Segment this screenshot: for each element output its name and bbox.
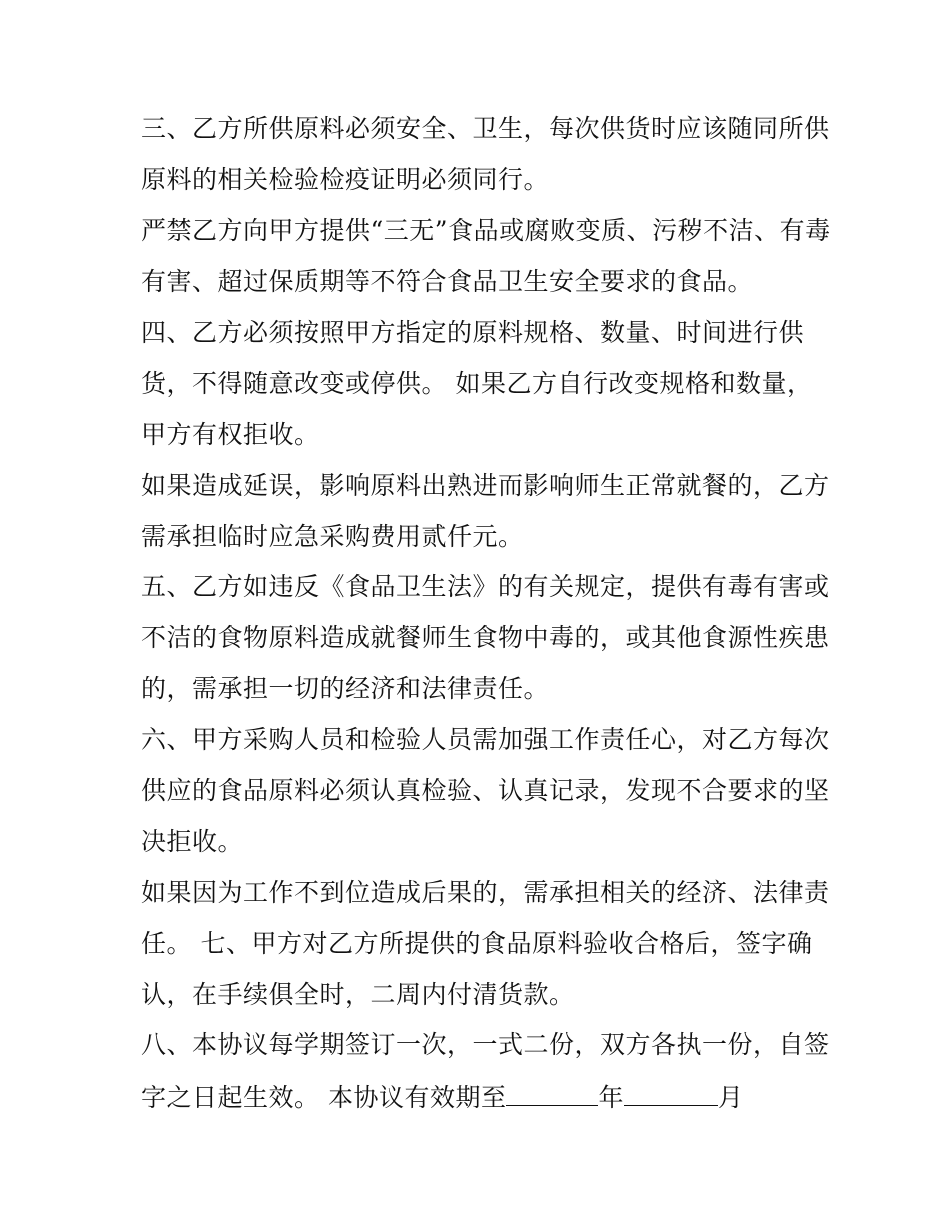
- month-blank-field: [624, 1081, 718, 1106]
- text-line: 四、乙方必须按照甲方指定的原料规格、数量、时间进行供: [141, 318, 805, 347]
- text-line: 不洁的食物原料造成就餐师生食物中毒的，或其他食源性疾患: [141, 623, 830, 652]
- year-blank-field: [506, 1081, 598, 1106]
- text-line: 认，在手续俱全时，二周内付清货款。: [141, 980, 575, 1009]
- text-line: 货，不得随意改变或停供。 如果乙方自行改变规格和数量，: [141, 369, 813, 398]
- month-label: 月: [717, 1083, 744, 1112]
- text-line: 任。 七、甲方对乙方所提供的食品原料验收合格后，签字确: [141, 929, 813, 958]
- text-line: 需承担临时应急采购费用贰仟元。: [141, 522, 524, 551]
- text-line: 有害、超过保质期等不符合食品卫生安全要求的食品。: [141, 267, 754, 296]
- text-line: 决拒收。: [141, 827, 244, 856]
- text-line: 六、甲方采购人员和检验人员需加强工作责任心，对乙方每次: [141, 725, 830, 754]
- text-line: 原料的相关检验检疫证明必须同行。: [141, 165, 550, 194]
- text-line-with-blanks: [141, 1081, 743, 1113]
- validity-prefix: 字之日起生效。 本协议有效期至: [141, 1083, 507, 1112]
- text-line: 严禁乙方向甲方提供“三无”食品或腐败变质、污秽不洁、有毒: [141, 216, 831, 245]
- text-line: 三、乙方所供原料必须安全、卫生，每次供货时应该随同所供: [141, 114, 830, 143]
- text-line: 如果造成延误，影响原料出熟进而影响师生正常就餐的，乙方: [141, 471, 830, 500]
- year-label: 年: [598, 1083, 624, 1112]
- text-line: 如果因为工作不到位造成后果的，需承担相关的经济、法律责: [141, 878, 830, 907]
- text-line: 的，需承担一切的经济和法律责任。: [141, 674, 550, 703]
- text-line: 五、乙方如违反《食品卫生法》的有关规定，提供有毒有害或: [141, 572, 830, 601]
- text-line: 八、本协议每学期签订一次，一式二份，双方各执一份，自签: [141, 1030, 830, 1059]
- text-line: 甲方有权拒收。: [141, 420, 320, 449]
- text-line: 供应的食品原料必须认真检验、认真记录，发现不合要求的坚: [141, 776, 830, 805]
